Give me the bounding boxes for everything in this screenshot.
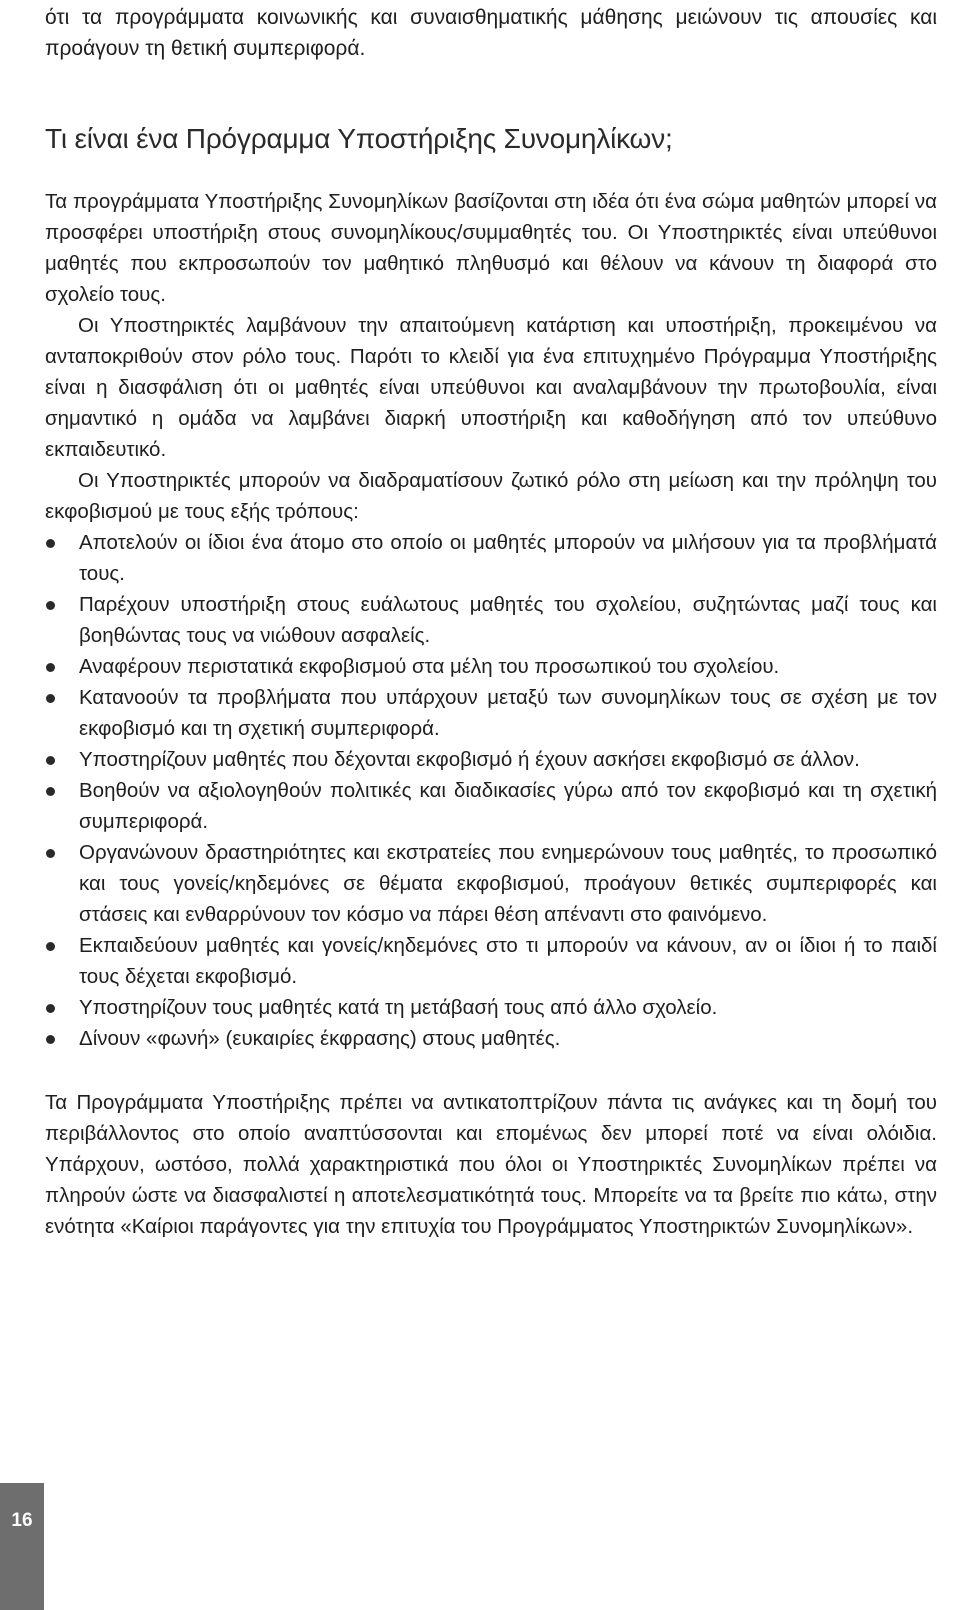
list-item-text: Κατανοούν τα προβλήματα που υπάρχουν μεταξύ των συνομηλίκων τους σε σχέση με τον εκφοβισμό και τη σχετική συμπεριφορά. [79, 686, 937, 740]
bullet-icon [46, 756, 55, 765]
bullet-icon [46, 663, 55, 672]
bullet-icon [46, 1004, 55, 1013]
bullet-icon [46, 694, 55, 703]
paragraph-training: Οι Υποστηρικτές λαμβάνουν την απαιτούμενη κατάρτιση και υποστήριξη, προκειμένου να ανταποκριθούν στον ρόλο τους. Παρότι το κλειδί για ένα επιτυχημένο Πρόγραμμα Υποστήριξης είναι η διασφάλιση ότι οι μαθητές είναι υπεύθυνοι και αναλαμβάνουν την πρωτοβουλία, είναι σημαντικό η ομάδα να λαμβάνει διαρκή υποστήριξη και καθοδήγηση από τον υπεύθυνο εκπαιδευτικό. [45, 314, 937, 461]
list-item-text: Αποτελούν οι ίδιοι ένα άτομο στο οποίο οι μαθητές μπορούν να μιλήσουν για τα προβλήματά τους. [79, 531, 937, 585]
bullet-icon [46, 601, 55, 610]
list-item [45, 589, 937, 651]
bullet-icon [46, 1035, 55, 1044]
section-heading: Τι είναι ένα Πρόγραμμα Υποστήριξης Συνομηλίκων; [45, 123, 673, 154]
list-item [45, 992, 937, 1023]
page-number: 16 [11, 1510, 33, 1531]
list-item [45, 651, 937, 682]
intro-paragraph: Τα προγράμματα Υποστήριξης Συνομηλίκων βασίζονται στη ιδέα ότι ένα σώμα μαθητών μπορεί να προσφέρει υποστήριξη στους συνομηλίκους/συμμαθητές του. Οι Υποστηρικτές είναι υπεύθυνοι μαθητές που εκπροσωπούν τον μαθητικό πληθυσμό και θέλουν να κάνουν τη διαφορά στο σχολείο τους. [45, 190, 937, 306]
list-item-text: Εκπαιδεύουν μαθητές και γονείς/κηδεμόνες στο τι μπορούν να κάνουν, αν οι ίδιοι ή το παιδί τους δέχεται εκφοβισμό. [79, 934, 937, 988]
list-item-text: Αναφέρουν περιστατικά εκφοβισμού στα μέλη του προσωπικού του σχολείου. [79, 655, 780, 678]
list-item [45, 527, 937, 589]
bullet-icon [46, 787, 55, 796]
list-item-text: Βοηθούν να αξιολογηθούν πολιτικές και διαδικασίες γύρω από τον εκφοβισμό και τη σχετική συμπεριφορά. [79, 779, 937, 833]
list-item [45, 744, 937, 775]
list-item-text: Υποστηρίζουν τους μαθητές κατά τη μετάβασή τους από άλλο σχολείο. [79, 996, 718, 1019]
list-item [45, 930, 937, 992]
bullet-icon [46, 849, 55, 858]
page-number-tab [0, 1483, 44, 1610]
document-page [45, 0, 937, 1242]
list-item-text: Υποστηρίζουν μαθητές που δέχονται εκφοβισμό ή έχουν ασκήσει εκφοβισμό σε άλλον. [79, 748, 860, 771]
lead-paragraph: ότι τα προγράμματα κοινωνικής και συναισθηματικής μάθησης μειώνουν τις απουσίες και προάγουν τη θετική συμπεριφορά. [45, 6, 937, 60]
bullet-icon [46, 942, 55, 951]
list-item-text: Δίνουν «φωνή» (ευκαιρίες έκφρασης) στους μαθητές. [79, 1027, 561, 1050]
paragraph-roles-intro: Οι Υποστηρικτές μπορούν να διαδραματίσουν ζωτικό ρόλο στη μείωση και την πρόληψη του εκφοβισμού με τους εξής τρόπους: [45, 469, 937, 523]
closing-paragraph: Τα Προγράμματα Υποστήριξης πρέπει να αντικατοπτρίζουν πάντα τις ανάγκες και τη δομή του περιβάλλοντος στο οποίο αναπτύσσονται και επομένως δεν μπορεί ποτέ να είναι ολόιδια. Υπάρχουν, ωστόσο, πολλά χαρακτηριστικά που όλοι οι Υποστηρικτές Συνομηλίκων πρέπει να πληρούν ώστε να διασφαλιστεί η αποτελεσματικότητά τους. Μπορείτε να τα βρείτε πιο κάτω, στην ενότητα «Καίριοι παράγοντες για την επιτυχία του Προγράμματος Υποστηρικτών Συνομηλίκων». [45, 1091, 937, 1238]
list-item [45, 775, 937, 837]
roles-bullet-list [45, 527, 937, 1054]
bullet-icon [46, 539, 55, 548]
list-item [45, 837, 937, 930]
list-item-text: Οργανώνουν δραστηριότητες και εκστρατείες που ενημερώνουν τους μαθητές, το προσωπικό και τους γονείς/κηδεμόνες σε θέματα εκφοβισμού, προάγουν θετικές συμπεριφορές και στάσεις και ενθαρρύνουν τον κόσμο να πάρει θέση απέναντι στο φαινόμενο. [79, 841, 937, 926]
list-item-text: Παρέχουν υποστήριξη στους ευάλωτους μαθητές του σχολείου, συζητώντας μαζί τους και βοηθώντας τους να νιώθουν ασφαλείς. [79, 593, 937, 647]
list-item [45, 682, 937, 744]
list-item [45, 1023, 937, 1054]
